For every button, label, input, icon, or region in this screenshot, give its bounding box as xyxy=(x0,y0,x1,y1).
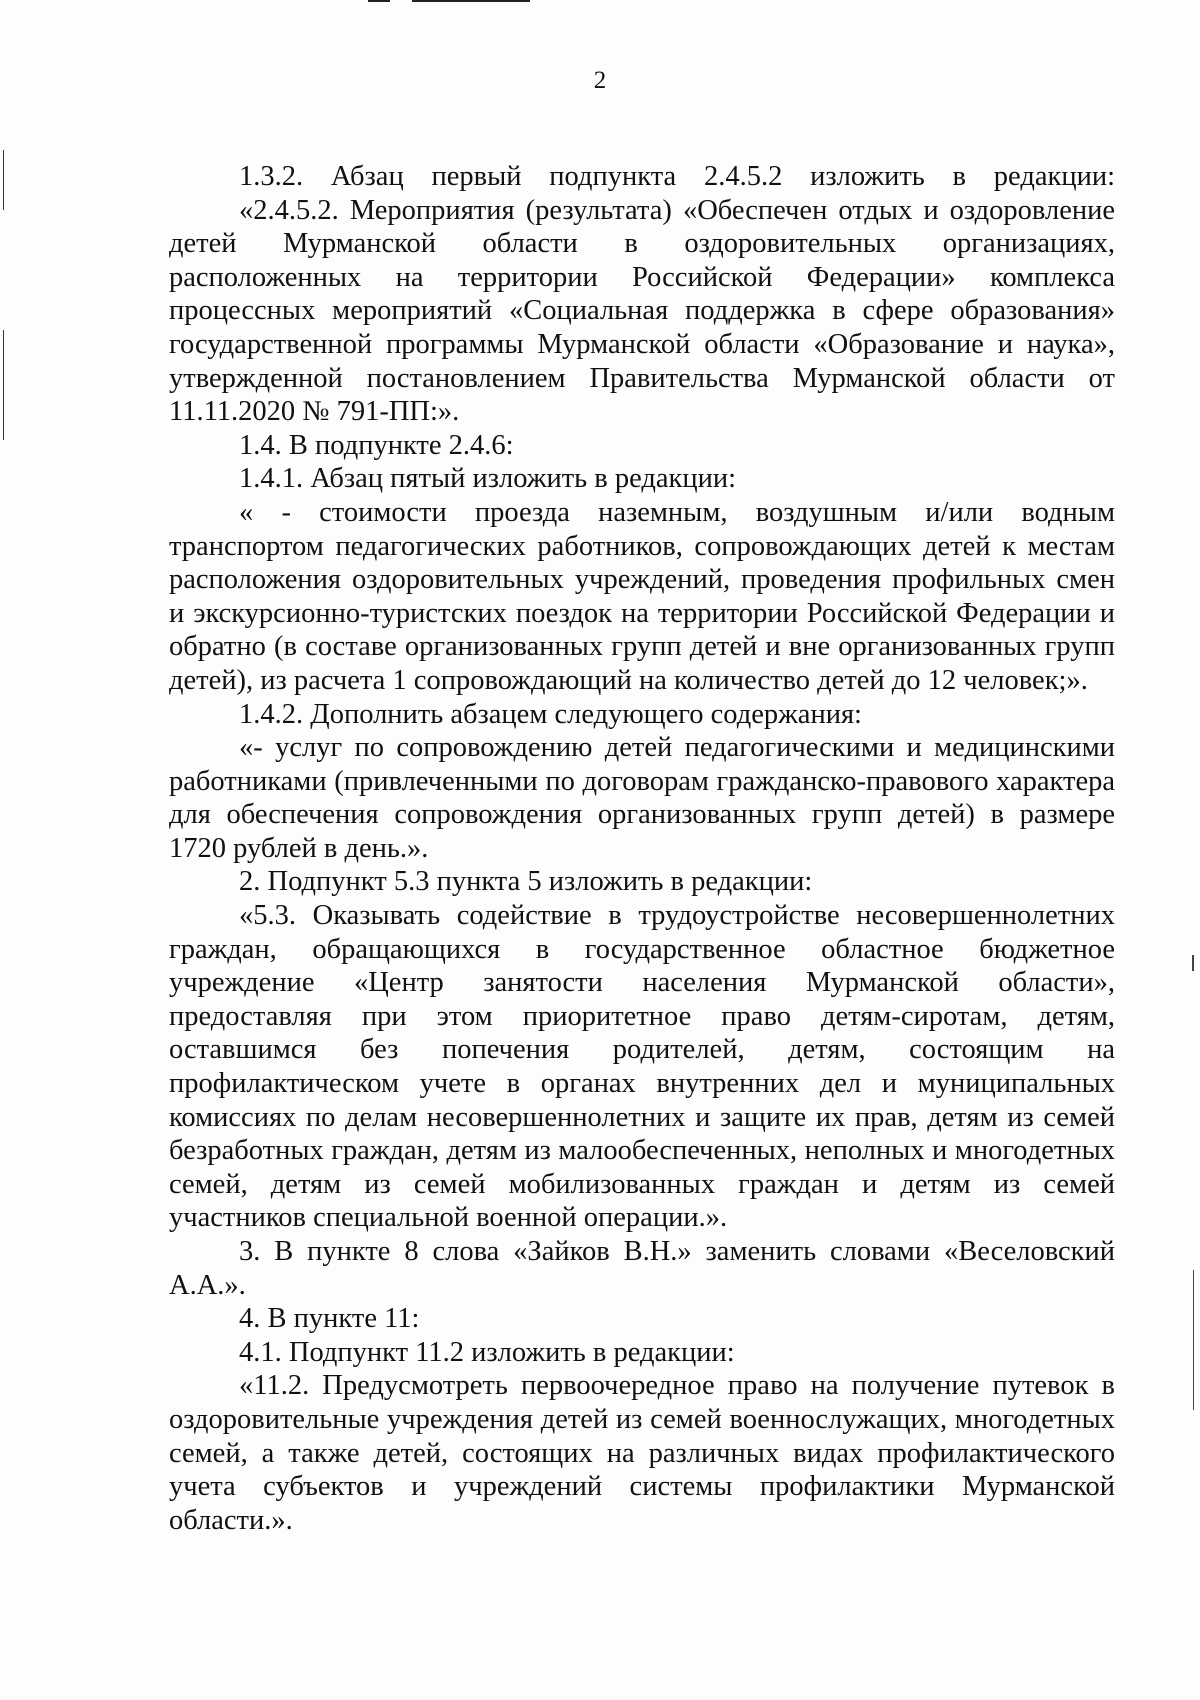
paragraph-2-4-5-2: «2.4.5.2. Мероприятия (результата) «Обеспечен отдых и оздоровление детей Мурманской области в оздоровительных организациях, расположенных на территории Российской Федерации» комплекса процессных мероприятий «Социальная поддержка в сфере образования» государственной программы Мурманской области «Образование и наука», утвержденной постановлением Правительства Мурманской области от 11.11.2020 № 791-ПП:». xyxy=(169,194,1115,428)
paragraph-3: 3. В пункте 8 слова «Зайков В.Н.» заменить словами «Веселовский А.А.». xyxy=(169,1236,1115,1301)
paragraph-4: 4. В пункте 11: xyxy=(239,1303,420,1335)
left-scan-mark xyxy=(3,330,4,440)
top-scan-rule-short xyxy=(368,0,390,2)
right-scan-mark xyxy=(1193,1270,1194,1410)
paragraph-4-1: 4.1. Подпункт 11.2 изложить в редакции: xyxy=(239,1336,735,1368)
paragraph-1-4-1: 1.4.1. Абзац пятый изложить в редакции: xyxy=(239,463,737,495)
top-scan-rule-long xyxy=(412,0,530,2)
paragraph-1-3-2: 1.3.2. Абзац первый подпункта 2.4.5.2 изложить в редакции: xyxy=(239,161,1115,192)
document-body xyxy=(169,160,1115,1537)
paragraph-5-3: «5.3. Оказывать содействие в трудоустройстве несовершеннолетних граждан, обращающихся в государственное областное бюджетное учреждение «Центр занятости населения Мурманской области», предоставляя при этом приоритетное право детям-сиротам, детям, оставшимся без попечения родителей, детям, состоящим на профилактическом учете в органах внутренних дел и муниципальных комиссиях по делам несовершеннолетних и защите их прав, детям из семей безработных граждан, детям из малообеспеченных, неполных и многодетных семей, детям из семей мобилизованных граждан и детям из семей участников специальной военной операции.». xyxy=(169,900,1115,1234)
paragraph-travel-cost: « - стоимости проезда наземным, воздушным и/или водным транспортом педагогических работников, сопровождающих детей к местам расположения оздоровительных учреждений, проведения профильных смен и экскурсионно-туристских поездок на территории Российской Федерации и обратно (в составе организованных групп детей и вне организованных групп детей), из расчета 1 сопровождающий на количество детей до 12 человек;». xyxy=(169,496,1115,696)
right-scan-mark xyxy=(1192,955,1194,971)
paragraph-2: 2. Подпункт 5.3 пункта 5 изложить в редакции: xyxy=(239,866,813,898)
paragraph-11-2: «11.2. Предусмотреть первоочередное право на получение путевок в оздоровительные учреждения детей из семей военнослужащих, многодетных семей, а также детей, состоящих на различных видах профилактического учета субъектов и учреждений системы профилактики Мурманской области.». xyxy=(169,1370,1115,1536)
page-number: 2 xyxy=(593,67,607,94)
left-scan-mark xyxy=(3,150,4,210)
paragraph-escort-services: «- услуг по сопровождению детей педагогическими и медицинскими работниками (привлеченными по договорам гражданско-правового характера для обеспечения сопровождения организованных групп детей) в размере 1720 рублей в день.». xyxy=(169,732,1115,864)
paragraph-1-4-2: 1.4.2. Дополнить абзацем следующего содержания: xyxy=(239,698,862,730)
paragraph-1-4: 1.4. В подпункте 2.4.6: xyxy=(239,429,514,461)
